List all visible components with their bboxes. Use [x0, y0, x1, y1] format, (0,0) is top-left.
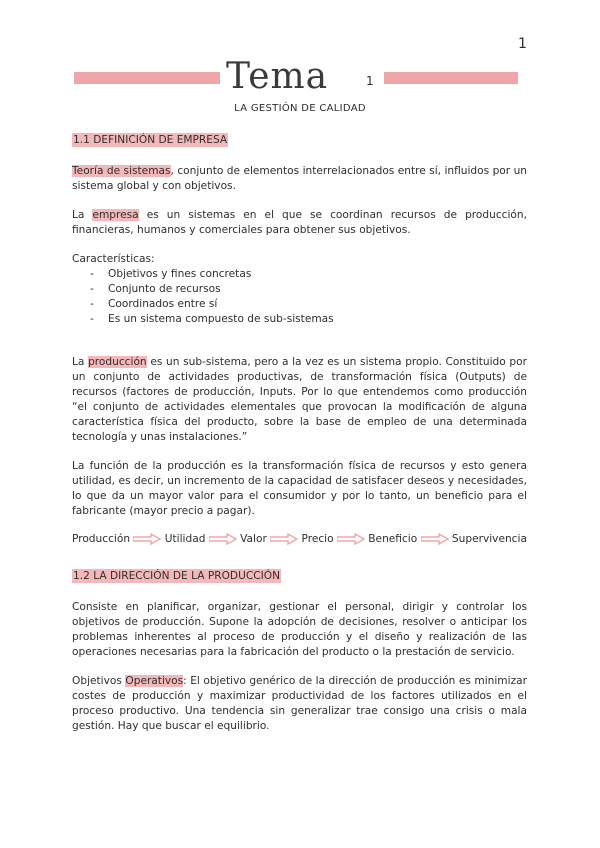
list-item: [90, 297, 527, 312]
arrow-right-icon: [421, 533, 449, 545]
paragraph-text: , conjunto de elementos interrelacionados entre sí, influidos por un sistema global y con objetivos.: [72, 165, 527, 192]
title-band: [0, 56, 600, 102]
title-word: Tema: [226, 56, 329, 97]
paragraph-production: [72, 355, 527, 445]
title-bar-right: [384, 72, 518, 84]
flow-step: Precio: [301, 533, 334, 545]
list-item-text: Conjunto de recursos: [108, 283, 221, 295]
list-item: [90, 282, 527, 297]
flow-step: Valor: [240, 533, 267, 545]
list-item-text: Objetivos y fines concretas: [108, 268, 252, 280]
production-flow: [72, 531, 527, 547]
arrow-right-icon: [133, 533, 161, 545]
paragraph-operative-objectives: [72, 674, 527, 734]
arrow-right-icon: [270, 533, 298, 545]
paragraph-systems-theory: [72, 164, 527, 194]
paragraph-production-function: La función de la producción es la transformación física de recursos y esto genera utilidad, es decir, un incremento de la capacidad de satisfacer deseos y necesidades, lo que da un mayor valor para el consumidor y por lo tanto, un beneficio para el fabricante (mayor precio a pagar).: [72, 460, 527, 517]
characteristics-list: [72, 267, 527, 327]
subtitle: LA GESTIÓN DE CALIDAD: [234, 103, 366, 114]
flow-step: Beneficio: [368, 533, 418, 545]
flow-step: Producción: [72, 533, 131, 545]
paragraph-text: La: [72, 356, 89, 368]
list-dash: -: [90, 298, 94, 310]
paragraph-text: es un sistemas en el que se coordinan recursos de producción, financieras, humanos y comerciales para obtener sus objetivos.: [72, 209, 527, 236]
paragraph-text: es un sub-sistema, pero a la vez es un sistema propio. Constituido por un conjunto de actividades productivas, de transformación física (Outputs) de recursos (factores de producción, Inputs. Por lo que entendemos como producción “el conjunto de actividades elementales que provocan la modificación de alguna característica física del producto, sobre la base de empleo de una determinada tecnología y unas instalaciones.”: [72, 356, 527, 443]
term-company: empresa: [92, 209, 139, 221]
section-1-heading: 1.1 DEFINICIÓN DE EMPRESA: [73, 134, 228, 146]
term-production: producción: [88, 356, 147, 368]
list-dash: -: [90, 268, 94, 280]
title-bar-left: [74, 72, 220, 84]
list-dash: -: [90, 283, 94, 295]
characteristics-label: Características:: [72, 253, 155, 265]
arrow-right-icon: [209, 533, 237, 545]
title-number: 1: [366, 74, 374, 88]
paragraph-company: [72, 208, 527, 238]
page-number: 1: [518, 36, 527, 52]
list-item-text: Coordinados entre sí: [108, 298, 218, 310]
term-systems-theory: Teoría de sistemas: [72, 165, 171, 177]
list-item: [90, 312, 527, 327]
term-operative: Operativos: [125, 675, 184, 687]
flow-step: Utilidad: [164, 533, 206, 545]
flow-step: Supervivencia: [451, 533, 527, 545]
paragraph-text: La: [72, 209, 93, 221]
arrow-right-icon: [337, 533, 365, 545]
list-item: [90, 267, 527, 282]
document-body: [72, 133, 527, 734]
paragraph-production-management: Consiste en planificar, organizar, gestionar el personal, dirigir y controlar los objetivos de producción. Supone la adopción de decisiones, resolver o anticipar los problemas inherentes al proceso de producción y el diseño y realización de las operaciones necesarias para la fabricación del producto o la prestación de servicio.: [72, 601, 527, 658]
list-item-text: Es un sistema compuesto de sub-sistemas: [108, 313, 334, 325]
paragraph-text: Objetivos: [72, 675, 126, 687]
section-2-heading: 1.2 LA DIRECCIÓN DE LA PRODUCCIÓN: [73, 570, 281, 582]
paragraph-text: : El objetivo genérico de la dirección de producción es minimizar costes de producción y maximizar productividad de los factores utilizados en el proceso productivo. Una tendencia sin generalizar trae consigo una crisis o mala gestión. Hay que buscar el equilibrio.: [72, 675, 527, 732]
list-dash: -: [90, 313, 94, 325]
